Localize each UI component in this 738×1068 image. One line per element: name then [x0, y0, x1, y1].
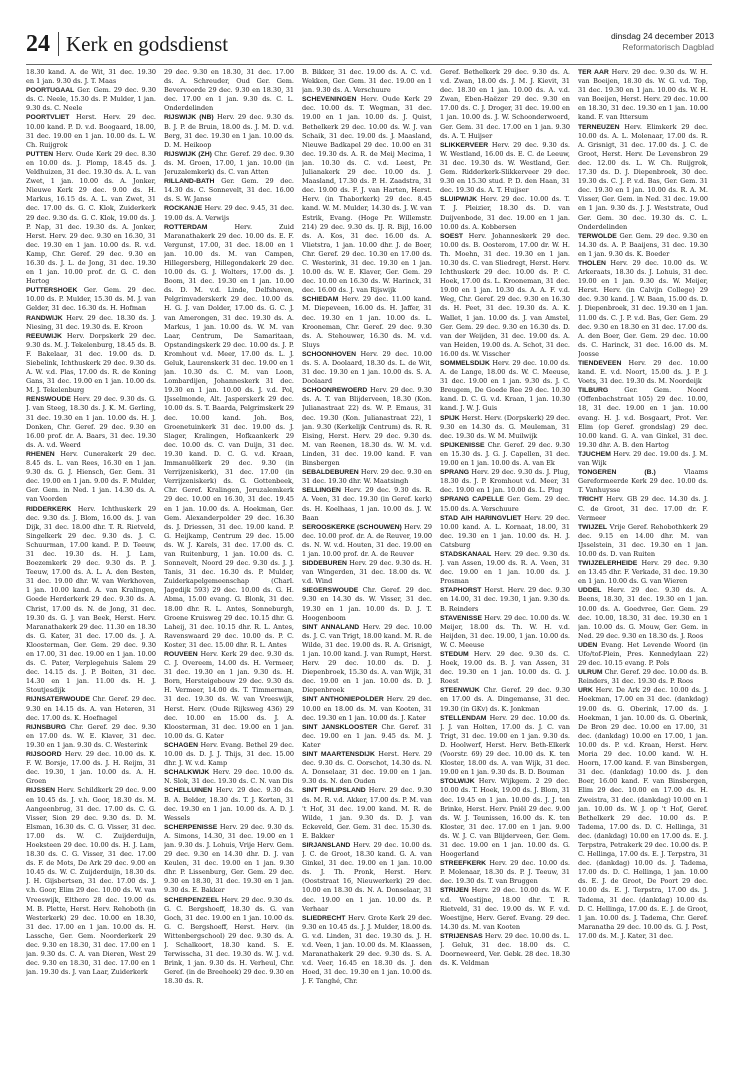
- place-name: THOLEN: [578, 259, 606, 267]
- church-listing: [578, 559, 708, 586]
- church-listing: [164, 68, 294, 113]
- church-listing: [578, 123, 708, 232]
- church-listing: [578, 686, 708, 941]
- church-listing: [578, 468, 708, 495]
- service-details: Herst. Herv. 29 dec. 9.30 en 14.00, 31 dec. 19.30, 1 jan. 9.30 ds. B. Reinders: [440, 586, 570, 613]
- church-listing: [440, 686, 570, 713]
- service-details: Geref. Bethelkerk 29 dec. 9.30 ds. A. v.d. Zwan, 18.00 ds. J. M. J. Kievit, 31 dec. 18.30 en 1 jan. 10.00 ds. A. v.d. Zwan, Eben-Haëzer 29 dec. 9.30 en 17.00 ds. C. J. Droger, 31 dec. 19.00 en 1 jan. 10.00 ds. J. W. Schoonderwoerd, Ger. Gem. 31 dec. 17.00 en 1 jan. 9.30 ds. A. T. Huijser: [440, 68, 570, 140]
- church-listing: [440, 586, 570, 613]
- church-listing: [578, 495, 708, 522]
- place-name: RIDDERKERK: [26, 505, 72, 513]
- place-name: SOEST: [440, 232, 464, 240]
- service-details: Herv. Cunerakerk 29 dec. 8.45 ds. L. van Rees, 16.30 en 1 jan. 9.30 ds. G. J. Hiensch, Ger. Gem. 31 dec. 19.00 en 1 jan. 9.00 ds. F. Mulder, Ger. Gem. in Ned. 1 jan. 14.30 ds. A. van Voorden: [26, 449, 156, 504]
- service-details: Herst. Herv. 29 dec. 10.00 kand. P. D. v.d. Boogaard, 18.00, 31 dec. 19.00 en 1 jan. 10.00 ds. L. W. Ch. Ruijgrok: [26, 113, 156, 149]
- service-details: Herv. 29 dec. 9.30 ds. B. J. P. de Bruin, 18.00 ds. J. M. D. v.d. Berg, 31 dec. 19.30 en 1 jan. 10.00 ds. D. M. Heikoop: [164, 113, 294, 149]
- service-details: Herv. 29 dec. 10.00 ds. L. J. Geluk, 31 dec. 18.00 ds. C. Doorneweerd, Ver. Gebk. 28 dec. 18.30 ds. K. Veldman: [440, 931, 570, 968]
- church-listing: [164, 650, 294, 741]
- church-listing: [440, 514, 570, 550]
- service-details: Herst. Herv. 29 dec. 9.30 ds. C. Oorschot, 14.30 ds. N. A. Donselaar, 31 dec. 19.00 en 1 jan. 9.30 ds. N. den Ouden: [302, 750, 432, 786]
- church-listing: [302, 68, 432, 95]
- church-listing: [440, 650, 570, 686]
- place-name: SINT JANSKLOOSTER: [302, 723, 378, 731]
- church-listing: [302, 914, 432, 987]
- service-details: Chr. Geref. 29 dec. 9.30 en 14.30 ds. W. Visser, 31 dec. 19.30 en 1 jan. 10.00 ds. D. J. T. Hoogenboom: [302, 586, 432, 622]
- church-listing: [26, 332, 156, 396]
- church-listing: [26, 786, 156, 977]
- church-listing: [440, 232, 570, 359]
- service-details: Herv. Elimkerk 29 dec. 10.00 ds. A. L. Molenaar, 17.00 ds. R. A. Grisnigt, 31 dec. 17.00 ds. J. C. de Groot, Herst. Herv. De Levensbron 29 dec. 12.00 ds. L. W. Ch. Ruijgrok, 17.30 ds. D. J. Diepenbroek, 30 dec. 19.30 ds. C. J. P. v.d. Bas, Ger. Gem. 31 dec. 19.30 en 1 jan. 10.00 ds. R. A. M. Visser, Ger. Gem. in Ned. 31 dec. 19.00 en 1 jan. 9.30 ds. J. J. Weststrate, Oud Ger. Gem. 30 dec. 19.30 ds. C. L. Onderdelinden: [578, 122, 708, 231]
- church-listing: [164, 113, 294, 149]
- church-listing: [26, 314, 156, 332]
- service-details: Herv. 29 dec. 9.45, 31 dec. 19.00 ds. A. Verwijs: [164, 204, 294, 222]
- church-listing: [440, 359, 570, 414]
- service-details: Herst. Herv. (Dorpskerk) 29 dec. 9.30 en 14.30 ds. G. Meuleman, 31 dec. 19.30 ds. W. M. Muilwijk: [440, 413, 570, 440]
- place-name: SPIJKENISSE: [440, 441, 485, 449]
- service-details: Herv. 29 dec. 11.00 kand. M. Diepeveen, 16.00 ds. H. Jaffer, 31 dec. 19.30 en 1 jan. 10.00 ds. L. Krooneman, Chr. Geref. 29 dec. 9.30 ds. A. Stehouwer, 16.30 ds. M. v.d. Sluys: [302, 295, 432, 349]
- place-name: STEDUM: [440, 651, 469, 658]
- service-details: Herv. 29 dec. 9.30 ds. H. van Wingerden, 31 dec. 18.00 ds. W. v.d. Wind: [302, 559, 432, 586]
- place-name: RANDWIJK: [26, 314, 63, 322]
- place-name: SPRANG: [440, 469, 470, 477]
- service-details: Herv. 29 dec. 10.00 ds. J. J. van Holten, 17.00 ds. J. C. van Trigt, 31 dec. 19.00 en 1 jan. 9.30 ds. D. Hoolwerf, Herst. Herv. Beth-Elkerk (Voorstr. 69) 29 dec. 10.00 ds. K. ten Kloster, 18.00 ds. A. van Wijk, 31 dec. 19.00 en 1 jan. 9.30 ds. B. D. Bouman: [440, 713, 570, 777]
- church-listing: [440, 414, 570, 441]
- service-details: Chr. Geref. 29 dec. 9.30 ds. M. Groen, 17.00, 1 jan. 10.00 (in Jeruzalemkerk) ds. C. van Atten: [164, 149, 294, 177]
- church-listing: [302, 786, 432, 841]
- service-details: Herv. 29 dec. 10.00 ds. W. Arkeraats, 18.30 ds. J. Lohuis, 31 dec. 19.00 en 1 jan. 9.30 ds. W. Meijer, Herst. Herv. (in Calvijn College) 29 dec. 9.30 kand. J. W. Baan, 15.00 ds. D. J. Diepenbroek, 31 dec. 19.30 en 1 jan. 11.00 ds. C. J. P. v.d. Bas, Ger. Gem. 29 dec. 9.30 en 18.30 en 31 dec. 17.00 ds. A. den Boer, Ger. Gem. 29 dec. 10.00 ds. C. Harinck, 31 dec. 16.00 ds. M. Joosse: [578, 258, 708, 358]
- service-details: Herv. Wijkgem. 2 29 dec. 10.00 ds. T. Hoek, 19.00 ds. J. Blom, 31 dec. 19.45 en 1 jan. 10.00 ds. J. J. ten Brinke, Herst. Herv. Pniël 29 dec. 9.00 ds. W. J. Teunissen, 16.00 ds. K. ten Kloster, 31 dec. 17.00 en 1 jan. 9.00 ds. W. J. C. van Blijderveen, Ger. Gem. 31 dec. 19.00 en 1 jan. 10.00 ds. G. Hoogerland: [440, 777, 570, 859]
- place-name: SIDDEBUREN: [302, 560, 347, 568]
- place-name: SPRANG CAPELLE: [440, 496, 504, 504]
- service-details: 18.30 kand. A. de Wit, 31 dec. 19.30 en 1 jan. 9.30 ds. J. T. Maas: [26, 68, 156, 86]
- service-details: Herv. 29 dec. 9.30 ds. A. Simons, 14.30, 31 dec. 19.00 en 1 jan. 9.30 ds. J. Lohuis, Vrije Herv. Gem. 29 dec. 9.30 en 14.30 dhr. D. J. van Keulen, 31 dec. 19.00 en 1 jan. 9.30 dhr. P. Lissenburg, Ger. Gem. 29 dec. 9.30 en 18.30, 31 dec. 19.30 en 1 jan. 9.30 ds. E. Bakker: [164, 822, 294, 895]
- service-details: Herv. 29 dec. 10.00 ds. S. A. Doolaard, 18.30 ds. L. de Wit, 31 dec. 19.30 en 1 jan. 10.00 ds. S. A. Doolaard: [302, 349, 432, 386]
- place-name: URK: [578, 687, 593, 695]
- place-name: SLUIPWIJK: [440, 196, 478, 204]
- service-details: Evang. Het Levende Woord (in Ufo/tof-Plein, Pres. Kennedylaan 22) 29 dec. 10.15 evang. P. Pols: [578, 640, 708, 668]
- church-listing: [302, 350, 432, 386]
- church-listing: [26, 86, 156, 113]
- service-details: Chr. Geref. 29 dec. 10.00 ds. B. Reinders, 31 dec. 19.30 ds. P. Roos: [578, 668, 708, 686]
- church-listing: [440, 714, 570, 778]
- service-details: Herv. De Ark 29 dec. 10.00 ds. J. Hoekman, 17.00 en 31 dec. (dankdag) 19.00 ds. G. Oberink, 17.00 ds. J. Hoekman, 1 jan. 10.00 ds. G. Oberink, De Bron 29 dec. 10.00 en 17.00, 31 dec. (dankdag) 10.00 en 17.00, 1 jan. 10.00 ds. P. v.d. Kraan, Herst. Herv. Moria 29 dec. 10.00 kand. W. H. Hoorn, 17.00 kand. F. van Binsbergen, 31 dec. (dankdag) 10.00 ds. J. den Boer, 16.00 kand. F. van Binsbergen, Elim 29 dec. 10.00 en 17.00 ds. H. Zweistra, 31 dec. (dankdag) 10.00 en 1 jan. 10.00 ds. W. J. op 't Hof, Geref. Bethelkerk 29 dec. 10.00 ds. P. Tadema, 17.00 ds. D. C. Hellinga, 31 dec. (dankdag) 10.00 en 17.00 ds. E. J. Terpstra, Petrakerk 29 dec. 10.00 ds. P. C. Hellinga, 17.00 ds. E. J. Terpstra, 31 dec. (dankdag) 10.00 ds. J. Tadema, 17.00 ds. D. C. Hellinga, 1 jan. 10.00 ds. E. J. de Groot, De Poort 29 dec. 10.00 ds. E. J. Terpstra, 17.00 ds. J. Tadema, 31 dec. (dankdag) 10.00 ds. D. C. Hellinga, 17.00 ds. E. J. de Groot, 1 jan. 10.00 ds. J. Tadema, Chr. Geref. Maranatha 29 dec. 10.00 ds. G. J. Post, 17.00 ds. M. J. Kater, 31 dec.: [578, 686, 708, 940]
- place-name: SPIJK: [440, 414, 460, 422]
- church-listing: [26, 723, 156, 750]
- service-details: Herv. 29 dec. 9.30 ds. G. C. Bergshoeff, 18.30 ds. G. van Goch, 31 dec. 19.00 en 1 jan. 10.00 ds. G. C. Bergshoeff, Herst. Herv. (in Wittenbergschool) 29 dec. 9.30 ds. A. J. Schalkoort, 18.30 kand. S. E. Terwisscha, 31 dec. 19.30 ds. W. J. v.d. Brink, 1 jan. 9.30 ds. H. Verheul, Chr. Geref. (in de Breehoek) 29 dec. 9.30 en 18.30 ds. R.: [164, 895, 294, 986]
- church-listing: [440, 777, 570, 859]
- place-name: RIJSSEN: [26, 787, 56, 795]
- church-listing: [302, 486, 432, 522]
- issue-date: dinsdag 24 december 2013: [610, 31, 714, 41]
- church-listing: [164, 823, 294, 896]
- service-details: Vlaams Gereformeerde Kerk 29 dec. 10.00 ds. T. Vanhuysse: [578, 468, 708, 495]
- church-listing: [26, 505, 156, 696]
- church-listing: [164, 786, 294, 822]
- service-details: Herv. 29 dec. 10.00 prof. dr. A. de Reuver, 19.00 ds. N. W. v.d. Houten, 31 dec. 19.00 en 1 jan. 10.00 prof. dr. A. de Reuver: [302, 522, 432, 558]
- place-name: UDDEL: [578, 587, 602, 595]
- service-details: Herv. 29 dec. 18.30 ds. J. Niesing, 31 dec. 19.30 ds. E. Kroon: [26, 313, 156, 331]
- service-details: Herv. Johanneskerk 29 dec. 10.00 ds. B. Oosterom, 17.00 dr. W. H. Th. Moehn, 31 dec. 19.30 en 1 jan. 10.30 ds. C. van Sliedregt, Herst. Herv. Ichthuskerk 29 dec. 10.00 ds. P. C. Hoek, 17.00 ds. L. Krooneman, 31 dec. 19.00 en 1 jan. 10.30 ds. A. A. F. v.d. Weg, Chr. Geref. 29 dec. 9.30 en 16.30 ds. H. Peet, 31 dec. 19.30 ds. A. K. Wallet, 1 jan. 10.00 ds. J. van Amstel, Ger. Gem. 29 dec. 9.30 en 16.30 ds. D. van der Weijden, 31 dec. 19.00 ds. A. van Heiden, 19.00 ds. A. Schot, 31 dec. 16.00 ds. W. Visscher: [440, 231, 570, 358]
- header-meta: [611, 31, 714, 53]
- place-name: ULRUM: [578, 669, 603, 677]
- place-name: POORTUGAAL: [26, 87, 75, 95]
- listing-column: [164, 68, 294, 1058]
- service-details: Herv. Kerk 29 dec. 9.30 ds. C. J. Overeem, 14.00 ds. H. Vermeer, 31 dec. 19.30 en 1 jan. 9.30 ds. H. Born, Hersteigebouw 29 dec. 9.30 ds. H. Vermeer, 14.00 ds. T. Timmerman, 31 dec. 19.30 ds. W. van Vreeswijk, Herst. Herv. (Oude Rijksweg 436) 29 dec. 10.00 en 15.00 ds. J. A. Kloosterman, 31 dec. 19.00 en 1 jan. 10.00 ds. G. Kater: [164, 650, 294, 740]
- service-details: Herv. 29 dec. 9.30 ds. A. Beens, 18.30, 31 dec. 19.30 en 1 jan. 10.00 ds. A. Goedvree, Ger. Gem. 29 dec. 10.00, 18.30, 31 dec. 19.30 en 1 jan. 10.00 ds. G. Mouw, Ger. Gem. in Ned. 29 dec. 9.30 en 18.30 ds. J. Roos: [578, 586, 708, 640]
- church-listing: [440, 932, 570, 968]
- church-listing: [26, 750, 156, 786]
- place-name: TJUCHEM: [578, 450, 611, 458]
- place-name: STADSKANAAL: [440, 550, 492, 558]
- place-name: SIEGERSWOUDE: [302, 587, 359, 595]
- church-listing: [578, 586, 708, 641]
- place-name: ROTTERDAM: [164, 223, 208, 231]
- church-listing: [440, 886, 570, 931]
- place-name: SCHOONHOVEN: [302, 350, 357, 358]
- service-details: Herv. 29 dec. 9.30 en 13.45 dhr. F. Verkade, 31 dec. 19.30 en 1 jan. 10.00 ds. G. van Wieren: [578, 559, 708, 586]
- place-name: UDEN: [578, 641, 598, 649]
- service-details: Herv. 29 dec. 9.30 ds. M. R. v.d. Akker, 17.00 ds. P. M. van 't Hof, 31 dec. 19.00 kand. M. R. de Wilde, 1 jan. 9.30 ds. D. J. van Eckeveld, Ger. Gem. 31 dec. 15.30 ds. E. Bakker: [302, 786, 432, 840]
- service-details: Herv. 29 dec. 9.30 en 31 dec. 19.30 dhr. W. Maatsingh: [302, 468, 432, 486]
- church-listing: [26, 695, 156, 722]
- page-header: [20, 30, 718, 64]
- service-details: Herv. Oude Kerk 29 dec. 8.30 en 10.00 ds. J. Plomp, 18.45 ds. J. Veldhuizen, 31 dec. 19.30 ds. A. L. van Zwet, 1 jan. 10.00 ds. A. Jonker, Nieuwe Kerk 29 dec. 9.00 ds. H. Markus, 16.15 ds. A. L. van Zwet, 31 dec. 17.00 ds. G. C. Klok, Zuiderkerk 29 dec. 9.30 ds. G. C. Klok, 19.00 ds. J. P. Nap, 31 dec. 19.30 ds. A. Jonker, Herst. Herv. 29 dec. 9.30 en 16.30, 31 dec. 19.30 en 1 jan. 10.00 ds. R. v.d. Kamp, Chr. Geref. 29 dec. 9.30 en 16.30 ds. J. L. de Jong, 31 dec. 19.30 en 1 jan. 10.00 prof. dr. G. C. den Hertog: [26, 149, 156, 286]
- place-name: SINT ANNALAND: [302, 623, 360, 631]
- service-details: Herv. 29 dec. 9.30 ds. W. Westland, 16.00 ds. E. C. de Leeuw, 31 dec. 19.30 ds. W. Westland, Ger. Gem. Ridderkerk-Slikkerveer 29 dec. 9.30 en 15.30 stud. P. D. den Haan, 31 dec. 19.30 ds. A. T. Huijser: [440, 140, 570, 195]
- church-listing: [440, 495, 570, 513]
- service-details: Ger. Gem. 29 dec. 9.30 en 14.30 ds. A. P. Baaijens, 31 dec. 19.30 en 1 jan. 9.30 ds. K. Boeder: [578, 231, 708, 258]
- place-name: SCHOONREWOERD: [302, 387, 368, 395]
- section-title: Kerk en godsdienst: [66, 32, 229, 56]
- service-details: Chr. Geref. 29 dec. 9.30 en 17.00 ds. W. E. Klaver, 31 dec. 19.30 en 1 jan. 9.30 ds. C. Westerink: [26, 722, 156, 749]
- place-name: STOLWIJK: [440, 778, 475, 786]
- church-listing: [164, 177, 294, 204]
- church-listing: [302, 559, 432, 586]
- place-name: TWIJZELERHEIDE: [578, 560, 638, 568]
- service-details: Chr. Geref. 29 dec. 9.30 en 17.00 ds. A. Dingemanse, 31 dec. 19.30 (in GKv) ds. K. Jonkman: [440, 686, 570, 713]
- place-name: RIJNSBURG: [26, 723, 67, 731]
- place-name: SLIEDRECHT: [302, 914, 346, 922]
- service-details: Herv. Oude Kerk 29 dec. 10.00 ds. T. Wegman, 31 dec. 19.00 en 1 jan. 10.00 ds. J. Quist, Bethelkerk 29 dec. 10.00 ds. W. J. van Schaik, 31 dec. 19.00 ds. J. Maasland, Nieuwe Badkapel 29 dec. 10.00 en 31 dec. 19.30 ds. A. R. de Meij Mecima, 1 jan. 10.30 ds. C. v.d. Leest, Pr. Julianakerk 29 dec. 10.00 ds. J. Maasland, 17.30 ds. P. H. Zaadstra, 31 dec. 19.00 ds. F. J. van Harten, Herst. Herv. (in Thaborkerk) 29 dec. 8.45 kand. W. M. Mulder, 14.30 ds. J. W. van Estrik, Evang. (Hoge Pr. Willemstr. 214) 29 dec. 9.30 ds. IJ. R. Bijl, 16.00 ds. A. Kos, 31 dec. 16.00 ds. A. Vlietstra, 1 jan. 10.00 dhr. J. de Boer, Chr. Geref. 29 dec. 10.30 en 17.00 ds. C. Westerink, 31 dec. 19.30 en 1 jan. 10.00 ds. W. E. Klaver, Ger. Gem. 29 dec. 10.00 en 16.30 ds. W. Harinck, 31 dec. 16.00 ds. J. van Rijswijk: [302, 95, 432, 295]
- service-details: Herv. 29 dec. 10.00 kand. A. L. Kornaat, 18.00, 31 dec. 19.30 en 1 jan. 10.00 ds. H. J. Catsburg: [440, 513, 570, 549]
- service-details: Herv. Ichthuskerk 29 dec. 9.30 ds. J. Blom, 16.00 ds. J. van Dijk, 31 dec. 18.00 dhr. T. R. Rietveld, Singelkerk 29 dec. 9.30 ds. J. C. Schuurman, 17.00 kand. P. D. Teeuw, 31 dec. 19.30 ds. H. J. Lam, Boezemkerk 29 dec. 9.30 ds. P. J. Teeuw, 17.00 ds. A. L. A. den Besten, 31 dec. 19.00 dhr. W. van Werkhoven, 1 jan. 10.00 kand. A. van Kralingen, Goede Herderkerk 29 dec. 9.30 ds. A. Christ, 17.00 ds. N. de Jong, 31 dec. 19.30 ds. G. J. van Beek, Herst. Herv. Maranathakerk 29 dec. 11.30 en 18.30 ds. G. Kater, 31 dec. 17.00 ds. J. A. Kloosterman, Ger. Gem. 29 dec. 9.30 en 17.00, 31 dec. 19.00 en 1 jan. 10.00 ds. C. Pater, Verplegehuis Salem 29 dec. 14.15 ds. J. P. Boiten, 31 dec. 14.30 en 1 jan. 11.00 ds. H. J. Stoutjesdijk: [26, 504, 156, 695]
- church-listing: [578, 386, 708, 450]
- listing-column: [440, 68, 570, 1058]
- church-listing: [578, 359, 708, 386]
- place-name: REEUWIJK: [26, 332, 62, 340]
- place-name: STELLENDAM: [440, 714, 487, 722]
- place-name: SLIKKERVEER: [440, 141, 489, 149]
- church-listing: [302, 723, 432, 750]
- service-details: Herv. Schildkerk 29 dec. 9.00 en 10.45 ds. J. v.h. Goor, 18.30 ds. M. Aangeenbrug, 31 dec. 17.00 ds. C. G. Visser, Sion 29 dec. 9.30 ds. D. M. Elsman, 16.30 ds. C. G. Visser, 31 dec. 17.00 ds. W. C. Zuijderduijn, Hoeksteen 29 dec. 10.00 ds. H. J. Lam, 18.30 ds. C. G. Visser, 31 dec. 17.00 ds. F. de Mots, De Ark 29 dec. 9.00 en 10.45 ds. W. C. Zuijderduijn, 18.30 ds. J. H. Gijsbertsen, 31 dec. 17.00 ds. J. v.h. Goor, Elim 29 dec. 10.00 ds. W. van Vreeswijk, Elthero 28 dec. 19.00 ds. M. B. Plette, Herst. Herv. Rehoboth (in Westerkerk) 29 dec. 10.00 en 18.30, 31 dec. 17.00 en 1 jan. 10.00 ds. H. Lassche, Ger. Gem. Noorderkerk 29 dec. 9.30 en 18.30, 31 dec. 17.00 en 1 jan. 9.30 ds. C. A. van Dieren, West 29 dec. 9.30 en 18.30, 31 dec. 17.00 en 1 jan. 19.30 ds. J. van Laar, Zuiderkerk: [26, 786, 156, 977]
- place-name: PUTTERSHOEK: [26, 287, 78, 295]
- service-details: B. Bikker, 31 dec. 19.00 ds. A. C. v.d. Wekken, Ger. Gem. 31 dec. 19.00 en 1 jan. 9.30 ds. A. Verschuure: [302, 68, 432, 95]
- church-listing: [578, 68, 708, 123]
- church-listing: [302, 623, 432, 696]
- church-listing: [26, 450, 156, 505]
- church-listing: [302, 586, 432, 622]
- church-listing: [440, 195, 570, 231]
- place-name: TIENDEVEEN: [578, 360, 622, 367]
- church-listing: [440, 441, 570, 468]
- place-name: STREEFKERK: [440, 860, 487, 868]
- service-details: Ger. Gem. 29 dec. 9.30 ds. C. Neele, 15.30 ds. P. Mulder, 1 jan. 9.30 ds. C. Neele: [26, 86, 156, 113]
- service-details: Herv. 29 dec. 10.00 ds. J. C. van Trigt, 18.00 kand. M. R. de Wilde, 31 dec. 19.00 ds. R. A. Grisnigt, 1 jan. 10.00 kand. J. van Rumpt, Herst. Herv. 29 dec. 10.00 ds. D. J. Diepenbroek, 15.30 ds. A. van Wijk, 31 dec. 19.00 en 1 jan. 10.00 ds. D. J. Diepenbroek: [302, 622, 432, 695]
- place-name: SINT PHILIPSLAND: [302, 787, 366, 795]
- church-listing: [578, 232, 708, 259]
- place-name: SCHELLUINEN: [164, 787, 213, 795]
- service-details: Herv. 29 dec. 19.00 ds. J. M. van Wijk: [578, 449, 708, 468]
- place-name: STAPHORST: [440, 587, 482, 595]
- service-details: Herv. GB 29 dec. 14.30 ds. J. C. de Groot, 31 dec. 17.00 dr. F. Vermeer: [578, 495, 708, 522]
- church-listing: [164, 204, 294, 222]
- service-details: Herv. 29 dec. 10.00 ds. T. T. J. Pleizier, 18.30 ds. D. van Duijvenbode, 31 dec. 19.00 en 1 jan. 10.00 ds. A. Kobbersen: [440, 195, 570, 231]
- church-listing: [26, 286, 156, 313]
- church-listing: [302, 95, 432, 295]
- place-name: SEROOSKERKE (SCHOUWEN): [302, 523, 402, 531]
- place-name: TONGEREN (B.): [578, 469, 656, 477]
- service-details: Herv. 29 dec. 9.30 ds. B. A. Belder, 18.30 ds. T. J. Korten, 31 dec. 19.30 en 1 jan. 10.00 ds. A. D. J. Wessels: [164, 786, 294, 822]
- service-details: 29 dec. 9.30 en 18.30, 31 dec. 17.00 ds. A. Schreuder, Oud Ger. Gem. Bevervoorde 29 dec. 9.30 en 18.30, 31 dec. 17.00 en 1 jan. 9.30 ds. C. L. Onderdelinden: [164, 68, 294, 113]
- church-listing: [440, 550, 570, 586]
- church-listing: [440, 468, 570, 495]
- service-details: Herv. Zuid Maranathakerk 29 dec. 10.00 ds. E. F. Vergunst, 17.00, 31 dec. 18.00 en 1 jan. 10.00 ds. M. van Campen, Hillegersberg, Hillegondakerk 29 dec. 10.00 ds. G. J. Wolters, 17.00 ds. J. Boom, 31 dec. 19.30 en 1 jan. 10.00 ds. D. M. v.d. Linde, Delfshaven, Pelgrimvaderskerk 29 dec. 10.00 ds. H. G. J. van Dolder, 17.00 ds. G. C. J. van Amerongen, 31 dec. 19.30 ds. A. Markus, 1 jan. 10.00 ds. W. M. van Laar, Centrum, De Samaritaan, Opstandingskerk 29 dec. 10.00 ds. J. P. Kromhout v.d. Meer, 17.00 ds. L. J. Geluk, Laurenskerk 31 dec. 19.00 en 1 jan. 10.30 ds. C. M. van Loon, Lombardijen, Johanneskerk 31 dec. 19.30 en 1 jan. 10.00 ds. J. v.d. Pol, IJsselmonde, Alt. Jasperskerk 29 dec. 10.00 ds. S. T. Baarda, Pelgrimskerk 29 dec. 10.00 kand. Joh. Bos, Groenetuinkerk 31 dec. 19.00 ds. J. Slager, Kralingen, Hofkaankerk 29 dec. 10.00 ds. C. van Duijn, 31 dec. 19.30 kand. D. C. G. v.d. Kraan, Immanuëlkerk 29 dec. 9.30 (in Verrijzeniskerk), 31 dec. 17.00 (in Verrijzeniskerk) ds. G. Gottenbeek, Chr. Geref. Kralingen, Jeruzalemkerk 29 dec. 10.00 en 16.30, 31 dec. 19.45 en 1 jan. 10.00 ds. A. Hoekman, Ger. Gem. Alexanderpolder 29 dec. 16.30 ds. J. Driessen, 31 dec. 19.00 kand. P. G. Heijkamp, Centrum 29 dec. 15.00 ds. W. J. Karels, 31 dec. 17.00 ds. C. van Ruitenburg, 1 jan. 10.00 ds. C. Sonnevelt, Noord 29 dec. 9.30 ds. J. J. Tanis, 31 dec. 16.30 ds. P. Mulder, Zuiderkapelgemeenschap (Charl. Jagedijk 593) 29 dec. 10.00 ds. G. H. Abma, 15.00 evang. G. Blonk, 31 dec. 18.00 dhr. R. L. Antes, Sonneburgh, Groene Kruisweg 29 dec. 10.15 dhr. G. Laheij, 31 dec. 10.15 dhr. R. L. Antes, Ravenswaard 29 dec. 10.00 ds. P. C. Koster, 31 dec. 15.00 dhr. R. L. Antes: [164, 222, 294, 649]
- place-name: POORTVLIET: [26, 114, 70, 122]
- place-name: PUTTEN: [26, 150, 54, 158]
- service-details: Chr. Geref. 31 dec. 19.00 en 1 jan. 9.45 ds. M. J. Kater: [302, 722, 432, 749]
- service-details: Herv. Dorpskerk 29 dec. 9.30 ds. M. J. Tekelenburg, 18.45 ds. B. F. Bakelaar, 31 dec. 19.00 ds. D. Siebelink, Ichthuskerk 29 dec. 9.30 ds. A. W. v.d. Plas, 17.00 ds. R. de Koning Gans, 31 dec. 19.00 en 1 jan. 10.00 ds. M. J. Tekelenburg: [26, 331, 156, 395]
- service-details: Herv. Evang. Bethel 29 dec. 10.00 ds. D. J. J. Thijs, 31 dec. 15.00 dhr. J. W. v.d. Kamp: [164, 740, 294, 768]
- place-name: SELLINGEN: [302, 487, 341, 495]
- place-name: TER AAR: [578, 69, 609, 76]
- header-rule: [26, 64, 712, 65]
- service-details: Herv. 29 dec. 10.00 ds. A. de Lange, 18.00 ds. W. C. Meeuse, 31 dec. 19.00 en 1 jan. 9.30 ds. J. C. Breugem, De Goede Ree 29 dec. 10.30 kand. D. C. G. v.d. Kraan, 1 jan. 10.30 kand. J. W. J. Guis: [440, 359, 570, 413]
- church-listing: [302, 523, 432, 559]
- church-listing: [164, 896, 294, 987]
- church-listing: [578, 641, 708, 668]
- church-listing: [26, 68, 156, 86]
- place-name: TILBURG: [578, 387, 609, 395]
- service-details: Herv. 29 dec. 9.30 ds. J. van Assen, 19.00 ds. R. A. Veen, 31 dec. 19.00 en 1 jan. 10.00 ds. J. Prosman: [440, 549, 570, 586]
- place-name: SINT MAARTENSDIJK: [302, 751, 375, 759]
- service-details: Chr. Geref. 29 dec. 9.30 en 15.30 ds. J. G. J. Capellen, 31 dec. 19.00 en 1 jan. 10.00 ds. A. van Ek: [440, 440, 570, 468]
- service-details: Ger. Gem. 29 dec. 15.00 ds. A. Verschuure: [440, 495, 570, 513]
- church-listing: [578, 450, 708, 468]
- church-listing: [578, 259, 708, 359]
- church-listing: [164, 741, 294, 768]
- place-name: RIJSOORD: [26, 751, 62, 759]
- church-listing: [578, 523, 708, 559]
- place-name: TERWOLDE: [578, 232, 617, 240]
- church-listing: [302, 841, 432, 914]
- place-name: RIJSWIJK (NB): [164, 114, 214, 122]
- service-details: Herv. 29 dec. 9.30 ds. R. A. Veen, 31 dec. 19.30 (in Geref. kerk) ds. H. Koelhaas, 1 jan. 10.00 ds. J. W. Baan: [302, 486, 432, 522]
- church-listing: [302, 750, 432, 786]
- place-name: TRICHT: [578, 496, 603, 504]
- place-name: RENSWOUDE: [26, 396, 71, 404]
- service-details: Chr. Geref. 29 dec. 9.30 en 14.15 ds. A. van Heteren, 31 dec. 17.00 ds. K. Hoefnagel: [26, 695, 156, 722]
- place-name: ROCKANJE: [164, 205, 203, 213]
- publication-name: Reformatorisch Dagblad: [622, 42, 714, 52]
- place-name: SOMMELSDIJK: [440, 360, 490, 367]
- church-listing: [302, 386, 432, 468]
- service-details: Herv. 29 dec. 10.00 ds. K. F. W. Borsje, 17.00 ds. J. H. Reijm, 31 dec. 19.30, 1 jan. 10.00 ds. A. H. Groen: [26, 750, 156, 786]
- place-name: SCHEVENINGEN: [302, 96, 357, 104]
- listing-column: [302, 68, 432, 1058]
- service-details: Herv. 29 dec. 9.30 ds. C. Hoek, 19.00 ds. B. J. van Assen, 31 dec. 19.30 en 1 jan. 10.00 ds. G. J. Roest: [440, 650, 570, 686]
- service-details: Herv. 29 dec. 9.30 ds. J. Plug, 18.30 ds. J. P. Kromhout v.d. Meer, 31 dec. 19.00 en 1 jan. 10.00 ds. L. Plug: [440, 468, 570, 495]
- place-name: STEENWIJK: [440, 687, 480, 695]
- place-name: STAVENISSE: [440, 614, 483, 622]
- service-details: Herv. 29 dec. 9.30 ds. A. T. van Blijderveen, 18.30 (Kon. Julianastraat 22) ds. W. P. Emaus, 31 dec. 19.30 (Kon. Julianastraat 22), 1 jan. 9.30 (Kerkelijk Centrum) ds. R. R. Eising, Herst. Herv. 29 dec. 9.30 ds. M. van Reenen, 18.30 ds. W. M. v.d. Linden, 31 dec. 19.00 kand. F. van Binsbergen: [302, 386, 432, 468]
- header-divider: [58, 32, 59, 56]
- church-listing: [578, 668, 708, 686]
- service-details: Ger. Gem. 29 dec. 10.00 ds. P. Mulder, 15.30 ds. M. J. van Gelder, 31 dec. 16.30 ds. H. Hofman: [26, 286, 156, 313]
- service-details: Herv. 29 dec. 9.30 ds. G. J. van Steeg, 18.30 ds. J. K. M. Gerling, 31 dec. 19.30 en 1 jan. 10.00 ds. H. J. Donken, Chr. Geref. 29 dec. 9.30 en 16.00 prof. dr. A. Baars, 31 dec. 19.30 ds. A. v.d. Weerd: [26, 395, 156, 449]
- service-details: Herv. 29 dec. 9.30 ds. W. H. van Boeijen, 18.30 ds. W. G. v.d. Top, 31 dec. 19.30 en 1 jan. 10.00 ds. W. H. van Boeijen, Herst. Herv. 29 dec. 10.00 en 18.30, 31 dec. 19.30 en 1 jan. 10.00 kand. F. van Ittersum: [578, 68, 708, 122]
- place-name: RHENEN: [26, 450, 55, 458]
- service-details: Herv. 29 dec. 10.00 ds. N. Slok, 31 dec. 19.30 ds. C. N. van Dis: [164, 768, 294, 786]
- service-details: Herv. 29 dec. 10.00 ds. J. C. de Groot, 18.30 kand. G. A. van Ginkel, 31 dec. 19.00 en 1 jan. 10.00 ds. J. Th. Pronk, Herst. Herv. (Ooststraat 16, Nieuwerkerk) 29 dec. 10.00 en 18.30 ds. N. A. Donselaar, 31 dec. 19.00 en 1 jan. 10.00 ds. P. Verhaar: [302, 840, 432, 913]
- place-name: SCHERPENISSE: [164, 823, 218, 831]
- place-name: ROUVEEN: [164, 651, 198, 658]
- place-name: SEBALDEBUREN: [302, 469, 359, 477]
- church-listing: [302, 695, 432, 722]
- church-listing: [302, 468, 432, 486]
- church-listing: [26, 395, 156, 450]
- listing-column: [26, 68, 156, 1058]
- church-listing: [26, 150, 156, 286]
- place-name: SINT ANTHONIEPOLDER: [302, 696, 384, 704]
- page-number: 24: [26, 31, 50, 57]
- service-details: Herv. 29 dec. 10.00 kand. E. v.d. Noort, 15.00 ds. J. P. J. Voets, 31 dec. 19.30 ds. M. Noordeijk: [578, 359, 708, 386]
- place-name: TERNEUZEN: [578, 123, 620, 131]
- place-name: RILLAND-BATH: [164, 178, 215, 186]
- service-details: Herv. Grote Kerk 29 dec. 9.30 en 10.45 ds. J. J. Mulder, 18.00 ds. G. v.d. Linden, 31 dec. 19.30 ds. J. H. v.d. Veen, 1 jan. 10.00 ds. M. Klaassen, Maranathakerk 29 dec. 9.30 ds. S. A. v.d. Veer, 16.45 en 18.30 ds. J. den Hoed, 31 dec. 19.30 en 1 jan. 10.00 ds. J. F. Tanghé, Chr.: [302, 913, 432, 986]
- place-name: SCHIEDAM: [302, 296, 339, 304]
- place-name: RIJSWIJK (ZH): [164, 150, 212, 158]
- service-details: Herv. 29 dec. 10.00 ds. W. Meijer, 18.00 ds. Th. W. H. v.d. Heijden, 31 dec. 19.00, 1 jan. 10.00 ds. W. C. Meeuse: [440, 613, 570, 649]
- place-name: TWIJZEL: [578, 523, 608, 531]
- church-listing: [26, 113, 156, 149]
- church-listing: [164, 768, 294, 786]
- church-listing: [440, 68, 570, 141]
- place-name: SIRJANSLAND: [302, 841, 351, 849]
- service-details: Ger. Gem. 29 dec. 14.30 ds. C. Sonnevelt, 31 dec. 16.00 ds. S. W. Janse: [164, 177, 294, 204]
- service-details: Herv. 29 dec. 10.00 en 18.00 ds. M. van Kooten, 31 dec. 19.30 en 1 jan. 10.00 ds. J. Kater: [302, 695, 432, 722]
- church-listing: [164, 150, 294, 177]
- place-name: SCHALKWIJK: [164, 769, 210, 777]
- church-listing: [440, 859, 570, 886]
- place-name: SCHERPENZEEL: [164, 896, 220, 904]
- place-name: STRIJENSAS: [440, 932, 483, 940]
- place-name: STAD A/H HARINGVLIET: [440, 514, 522, 522]
- place-name: RIJNSATERWOUDE: [26, 696, 90, 704]
- service-details: Herv. 29 dec. 10.00 ds. W. F. v.d. Woestijne, 18.00 dhr. T. R. Rietveld, 31 dec. 19.00 ds. W. F. v.d. Woestijne, Herv. Geref. Evang. 29 dec. 14.30 ds. M. van Kooten: [440, 886, 570, 931]
- service-details: Ger. Gem. Noord (Offenbachstraat 105) 29 dec. 10.00, 18, 31 dec. 19.00 en 1 jan. 10.00 evang. H. J. v.d. Bosgaart, Prot. Ver. Elim (op Geref. grondslag) 29 dec. 10.00 kand. G. A. van Ginkel, 31 dec. 19.30 dhr. A. B. den Hartog: [578, 386, 708, 449]
- place-name: STRIJEN: [440, 887, 469, 895]
- listing-columns: [26, 68, 712, 1058]
- place-name: SCHAGEN: [164, 741, 198, 749]
- listing-column: [578, 68, 708, 1058]
- church-listing: [440, 614, 570, 650]
- service-details: Herv. 29 dec. 10.00 ds. P. Molenaar, 18.30 ds. P. J. Teeuw, 31 dec. 19.30 ds. T. van Bruggen: [440, 859, 570, 886]
- church-listing: [440, 141, 570, 196]
- service-details: Vrije Geref. Rehobothkerk 29 dec. 9.15 en 14.00 dhr. M. van IJsselstein, 31 dec. 19.30 en 1 jan. 10.00 ds. D. van Ruiten: [578, 522, 708, 558]
- church-listing: [302, 295, 432, 350]
- church-listing: [164, 223, 294, 650]
